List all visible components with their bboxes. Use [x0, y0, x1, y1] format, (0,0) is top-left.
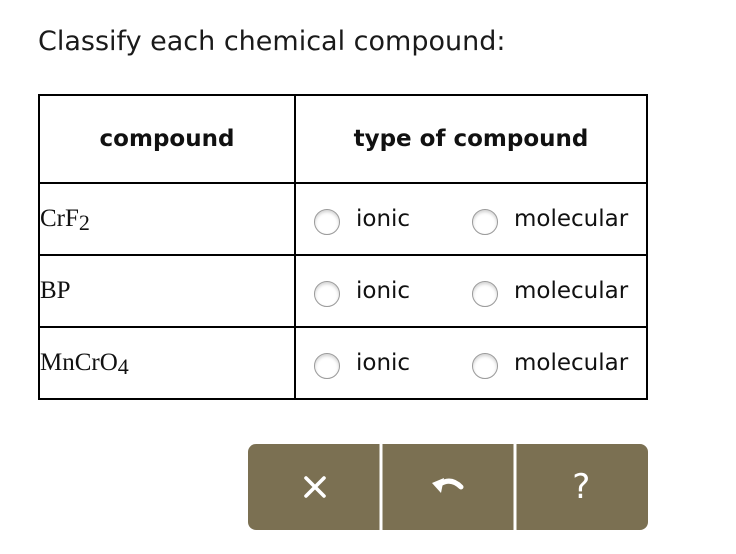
clear-button[interactable]: [248, 444, 381, 530]
table-row: [39, 183, 647, 255]
undo-button[interactable]: [381, 444, 514, 530]
molecular-option[interactable]: [472, 275, 628, 307]
ionic-label: ionic: [356, 206, 411, 232]
ionic-label: ionic: [356, 278, 411, 304]
ionic-label: ionic: [356, 350, 411, 376]
choice-cell: [295, 255, 647, 327]
ionic-radio[interactable]: [314, 353, 340, 379]
answer-toolbar: [248, 444, 648, 530]
molecular-radio[interactable]: [472, 209, 498, 235]
molecular-label: molecular: [514, 278, 629, 304]
classification-table: [38, 94, 648, 400]
ionic-radio[interactable]: [314, 281, 340, 307]
choice-cell: [295, 183, 647, 255]
table-row: [39, 255, 647, 327]
question-prompt: Classify each chemical compound:: [38, 26, 506, 57]
close-icon: [302, 474, 328, 500]
compound-formula: CrF$_2$: [39, 183, 295, 255]
undo-icon: [427, 474, 469, 500]
table-row: [39, 327, 647, 399]
ionic-radio[interactable]: [314, 209, 340, 235]
help-button[interactable]: [515, 444, 648, 530]
ionic-option[interactable]: [314, 347, 410, 379]
help-icon: ?: [572, 467, 591, 507]
choice-cell: [295, 327, 647, 399]
molecular-label: molecular: [514, 350, 629, 376]
compound-formula: BP: [39, 255, 295, 327]
ionic-option[interactable]: [314, 203, 410, 235]
ionic-option[interactable]: [314, 275, 410, 307]
molecular-option[interactable]: [472, 347, 628, 379]
header-type-of-compound: type of compound: [295, 95, 647, 183]
table-header-row: [39, 95, 647, 183]
compound-formula: MnCrO$_4$: [39, 327, 295, 399]
molecular-radio[interactable]: [472, 353, 498, 379]
header-compound: compound: [39, 95, 295, 183]
molecular-option[interactable]: [472, 203, 628, 235]
molecular-label: molecular: [514, 206, 629, 232]
molecular-radio[interactable]: [472, 281, 498, 307]
